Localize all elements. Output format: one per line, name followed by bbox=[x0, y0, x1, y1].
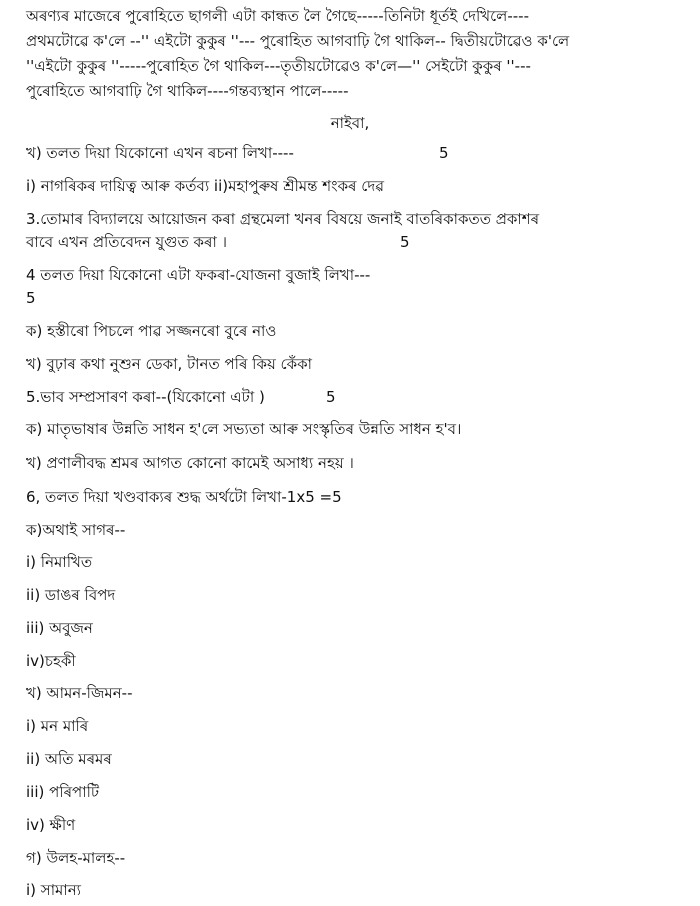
q4-marks: 5 bbox=[26, 289, 36, 307]
q4-heading: 4 তলত দিয়া যিকোনো এটা ফকৰা-যোজনা বুজাই লিখা--- bbox=[26, 266, 371, 284]
essay-options: i) নাগৰিকৰ দায়িত্ব আৰু কৰ্তব্য ii)মহাপুৰুষ শ্ৰীমন্ত শংকৰ দেৱ bbox=[26, 177, 385, 195]
q6-kha-option-2: ii) অতি মৰমৰ bbox=[26, 750, 112, 768]
q6-kha-option-4: iv) ক্ষীণ bbox=[26, 816, 76, 834]
essay-question-heading bbox=[26, 143, 294, 163]
essay-question-marks: 5 bbox=[439, 144, 449, 162]
essay-question-text: খ) তলত দিয়া যিকোনো এখন ৰচনা লিখা---- bbox=[26, 144, 294, 162]
q6-kha-option-1: i) মন মাৰি bbox=[26, 717, 89, 735]
q6-ka-option-1: i) নিমাখিত bbox=[26, 553, 93, 571]
q3-marks: 5 bbox=[400, 233, 410, 251]
passage-line-3: ''এইটো কুকুৰ ''-----পুৰোহিত গৈ থাকিল---তৃতীয়টোৱেও ক'লে—'' সেইটো কুকুৰ ''--- bbox=[26, 57, 531, 75]
or-separator: নাইবা, bbox=[330, 114, 370, 132]
q4-option-ka: ক) হস্তীৰো পিচলে পাৱ সজ্জনৰো বুৰে নাও bbox=[26, 322, 277, 340]
q4-option-kha: খ) বুঢ়াৰ কথা নুশুন ডেকা, টানত পৰি কিয় কেঁকা bbox=[26, 355, 312, 373]
q6-ka-option-2: ii) ডাঙৰ বিপদ bbox=[26, 586, 116, 604]
passage-line-4: পুৰোহিতে আগবাঢ়ি গৈ থাকিল----গন্তব্যস্থান পালে----- bbox=[26, 82, 349, 100]
q5-heading: 5.ভাব সম্প্ৰসাৰণ কৰা--(যিকোনো এটা ) bbox=[26, 388, 265, 406]
q5-marks: 5 bbox=[326, 388, 336, 406]
passage-line-2: প্ৰথমটোৱে ক'লে --'' এইটো কুকুৰ ''--- পুৰোহিত আগবাঢ়ি গৈ থাকিল-- দ্বিতীয়টোৱেও ক'লে bbox=[26, 32, 570, 50]
q6-ga-title: গ) উলহ-মালহ-- bbox=[26, 849, 126, 867]
passage-line-1: অৰণ্যৰ মাজেৰে পুৰোহিতে ছাগলী এটা কান্ধত লৈ গৈছে-----তিনিটা ধূৰ্তই দেখিলে---- bbox=[26, 7, 529, 25]
q6-kha-title: খ) আমন-জিমন-- bbox=[26, 684, 133, 702]
q6-ga-option-1: i) সামান্য bbox=[26, 881, 82, 899]
q6-heading: 6, তলত দিয়া খণ্ডবাক্যৰ শুদ্ধ অৰ্থটো লিখা-1x5 =5 bbox=[26, 488, 342, 506]
q6-ka-title: ক)অথাই সাগৰ-- bbox=[26, 521, 126, 539]
q5-option-ka: ক) মাতৃভাষাৰ উন্নতি সাধন হ'লে সভ্যতা আৰু সংস্কৃতিৰ উন্নতি সাধন হ'ব। bbox=[26, 420, 462, 438]
q5-option-kha: খ) প্ৰণালীবদ্ধ শ্ৰমৰ আগত কোনো কামেই অসাধ্য নহয় । bbox=[26, 454, 354, 472]
q6-ka-option-3: iii) অবুজন bbox=[26, 619, 93, 637]
q6-ka-option-4: iv)চহকী bbox=[26, 652, 76, 670]
q6-kha-option-3: iii) পৰিপাটি bbox=[26, 783, 100, 801]
q3-line-1: 3.তোমাৰ বিদ্যালয়ে আয়োজন কৰা গ্ৰন্থমেলা খনৰ বিষয়ে জনাই বাতৰিকাকতত প্ৰকাশৰ bbox=[26, 210, 540, 228]
q3-line-2: বাবে এখন প্ৰতিবেদন যুগুত কৰা । bbox=[26, 233, 227, 251]
